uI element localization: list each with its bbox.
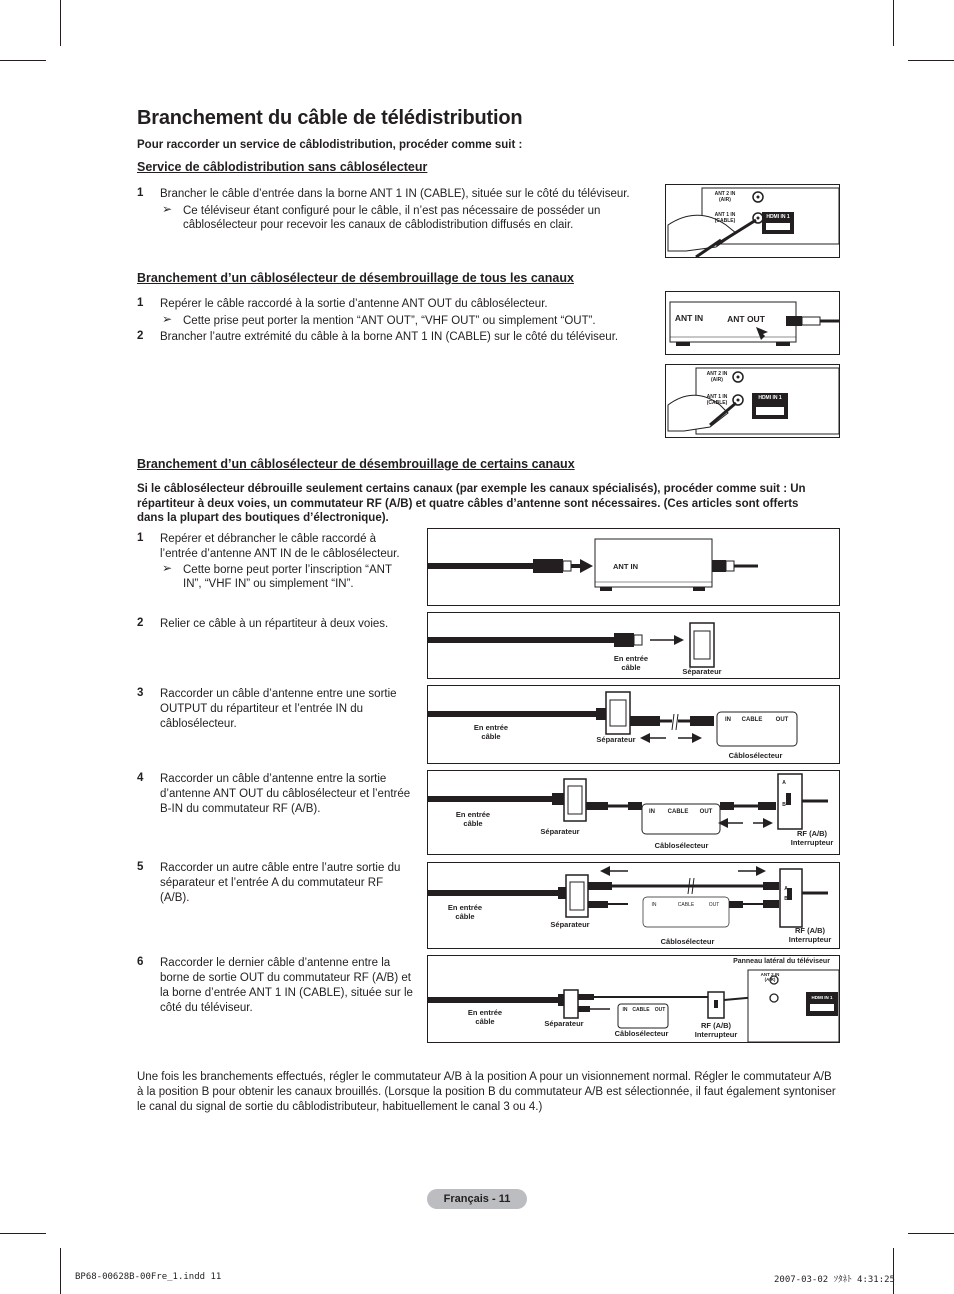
figure-step1 xyxy=(427,528,840,606)
step-number: 5 xyxy=(137,861,144,873)
section3-step1-note: Cette borne peut porter l’inscription “ANT IN”, “VHF IN” ou simplement “IN”. xyxy=(183,564,392,590)
in-label: IN xyxy=(622,1007,628,1013)
cable-in-label: En entrée câble xyxy=(467,1008,503,1026)
ant-out-label: ANT OUT xyxy=(727,314,765,324)
step-number: 1 xyxy=(137,532,144,544)
switch-b-label: B xyxy=(782,802,786,808)
tv-panel-label: Panneau latéral du téléviseur xyxy=(733,958,830,965)
out-label: OUT xyxy=(708,902,720,908)
ant2-label: ANT 2 IN (AIR) xyxy=(714,191,736,203)
section3-step2: Relier ce câble à un répartiteur à deux voies. xyxy=(160,618,389,630)
ant1-label: ANT 1 IN (CABLE) xyxy=(706,394,728,406)
section3-step4: Raccorder un câble d’antenne entre la sortie d’antenne ANT OUT du câblosélecteur et l’entrée B-IN du commutateur RF (A/B). xyxy=(160,773,411,815)
crop-mark xyxy=(908,60,954,61)
figure-tv-side-panel-1 xyxy=(665,184,840,258)
figure-step4 xyxy=(427,770,840,855)
ant-in-label: ANT IN xyxy=(613,562,638,571)
section1-step1: Brancher le câble d’entrée dans la borne ANT 1 IN (CABLE), située sur le côté du téléviseur. xyxy=(160,188,630,200)
section3-step3: Raccorder un câble d’antenne entre une sortie OUTPUT du répartiteur et l’entrée IN du câblosélecteur. xyxy=(160,688,397,730)
switch-a-label: A xyxy=(782,780,786,786)
section3-heading: Branchement d’un câblosélecteur de désembrouillage de certains canaux xyxy=(137,457,575,471)
splitter-label: Séparateur xyxy=(540,827,580,836)
section3-step5: Raccorder un autre câble entre l’autre sortie du séparateur et l’entrée A du commutateur RF (A/B). xyxy=(160,862,401,904)
intro-text: Pour raccorder un service de câblodistribution, procéder comme suit : xyxy=(137,139,523,151)
splitter-label: Séparateur xyxy=(596,735,636,744)
step-number: 4 xyxy=(137,772,144,784)
cable-in-label: En entrée câble xyxy=(455,810,491,828)
figure-step5 xyxy=(427,862,840,949)
section3-intro: Si le câblosélecteur débrouille seulement certains canaux (par exemple les canaux spécialisés), procéder comme suit : Un répartiteur à deux voies, un commutateur RF (A/B) et quatre câbles d’antenne sont nécessaires. (Ces articles sont offerts dans la plupart des boutiques d’électronique). xyxy=(137,483,806,524)
crop-mark xyxy=(893,1248,894,1294)
cable-in-label: En entrée câble xyxy=(613,654,649,672)
cable-box-label: Câblosélecteur xyxy=(614,1029,669,1038)
crop-mark xyxy=(893,0,894,46)
splitter-label: Séparateur xyxy=(550,920,590,929)
cable-box-label: Câblosélecteur xyxy=(654,841,709,850)
out-label: OUT xyxy=(775,717,789,723)
cable-in-label: En entrée câble xyxy=(447,903,483,921)
timestamp: 2007-03-02 ｿﾀﾈﾄ 4:31:25 xyxy=(774,1275,895,1285)
crop-mark xyxy=(60,0,61,46)
ant-in-label: ANT IN xyxy=(674,313,704,323)
figure-tv-side-panel-2 xyxy=(665,364,840,438)
ant2-label: ANT 2 IN (AIR) xyxy=(706,371,728,383)
section2-note: Cette prise peut porter la mention “ANT OUT”, “VHF OUT” ou simplement “OUT”. xyxy=(183,315,596,327)
in-label: IN xyxy=(649,809,655,815)
page-title: Branchement du câble de télédistribution xyxy=(137,107,523,129)
hdmi-label: HDMI IN 1 xyxy=(758,395,782,401)
section2-heading: Branchement d’un câblosélecteur de désembrouillage de tous les canaux xyxy=(137,271,574,285)
step-number: 1 xyxy=(137,297,144,309)
switch-b-label: B xyxy=(784,896,788,902)
switch-label: RF (A/B) Interrupteur xyxy=(788,926,832,944)
figure-step6 xyxy=(427,955,840,1043)
in-label: IN xyxy=(725,717,731,723)
cable-box-label: Câblosélecteur xyxy=(728,751,783,760)
step-number: 2 xyxy=(137,617,144,629)
final-paragraph: Une fois les branchements effectués, régler le commutateur A/B à la position A pour un visionnement normal. Régler le commutateur A/B à la position B pour obtenir les canaux brouillés. (Lorsque la position B du commutateur A/B est sélectionnée, il faut également syntoniser le canal du signal de sortie du câblodistributeur, habituellement le canal 3 ou 4.) xyxy=(137,1071,836,1113)
section2-step1: Repérer le câble raccordé à la sortie d’antenne ANT OUT du câblosélecteur. xyxy=(160,298,548,310)
cable-in-label: En entrée câble xyxy=(473,723,509,741)
section3-step6: Raccorder le dernier câble d’antenne entre la borne de sortie OUT du commutateur RF (A/B) et la borne d’entrée ANT 1 IN (CABLE), située sur le côté du téléviseur. xyxy=(160,957,413,1014)
section1-heading: Service de câblodistribution sans câblosélecteur xyxy=(137,160,428,174)
step-number: 6 xyxy=(137,956,144,968)
file-info: BP68-00628B-00Fre_1.indd 11 xyxy=(75,1272,222,1282)
out-label: OUT xyxy=(654,1007,666,1013)
section1-note: Ce téléviseur étant configuré pour le câble, il n’est pas nécessaire de posséder un câblosélecteur pour recevoir les canaux de câblodistribution diffusés en clair. xyxy=(183,205,601,231)
ant1-label: ANT 1 IN (CABLE) xyxy=(714,212,736,224)
crop-mark xyxy=(60,1248,61,1294)
step-number: 1 xyxy=(137,187,144,199)
hdmi-label: HDMI IN 1 xyxy=(766,214,790,220)
figure-step3 xyxy=(427,685,840,764)
crop-mark xyxy=(0,60,46,61)
section3-step1: Repérer et débrancher le câble raccordé à l’entrée d’antenne ANT IN de le câblosélecteur. xyxy=(160,533,400,560)
splitter-label: Séparateur xyxy=(682,667,722,676)
step-number: 2 xyxy=(137,330,144,342)
switch-a-label: A xyxy=(784,886,788,892)
note-arrow-icon: ➢ xyxy=(162,561,173,575)
note-arrow-icon: ➢ xyxy=(162,312,173,326)
cable-label: CABLE xyxy=(632,1007,650,1013)
hdmi-label: HDMI IN 1 xyxy=(811,995,833,1000)
note-arrow-icon: ➢ xyxy=(162,202,173,216)
switch-label: RF (A/B) Interrupteur xyxy=(790,829,834,847)
in-label: IN xyxy=(651,902,657,908)
cable-label: CABLE xyxy=(677,902,695,908)
splitter-label: Séparateur xyxy=(544,1019,584,1028)
figure-cable-box-antout xyxy=(665,291,840,355)
section2-step2: Brancher l’autre extrémité du câble à la borne ANT 1 IN (CABLE) sur le côté du téléviseur. xyxy=(160,331,619,343)
out-label: OUT xyxy=(699,809,713,815)
cable-label: CABLE xyxy=(667,809,689,815)
cable-box-label: Câblosélecteur xyxy=(660,937,715,946)
ant2-label: ANT 2 IN (AIR) xyxy=(760,972,780,982)
crop-mark xyxy=(908,1233,954,1234)
step-number: 3 xyxy=(137,687,144,699)
switch-label: RF (A/B) Interrupteur xyxy=(694,1021,738,1039)
tv-panel-illustration xyxy=(666,185,839,257)
crop-mark xyxy=(0,1233,46,1234)
figure-step2 xyxy=(427,612,840,679)
cable-label: CABLE xyxy=(741,717,763,723)
page-number-badge: Français - 11 xyxy=(427,1189,527,1209)
